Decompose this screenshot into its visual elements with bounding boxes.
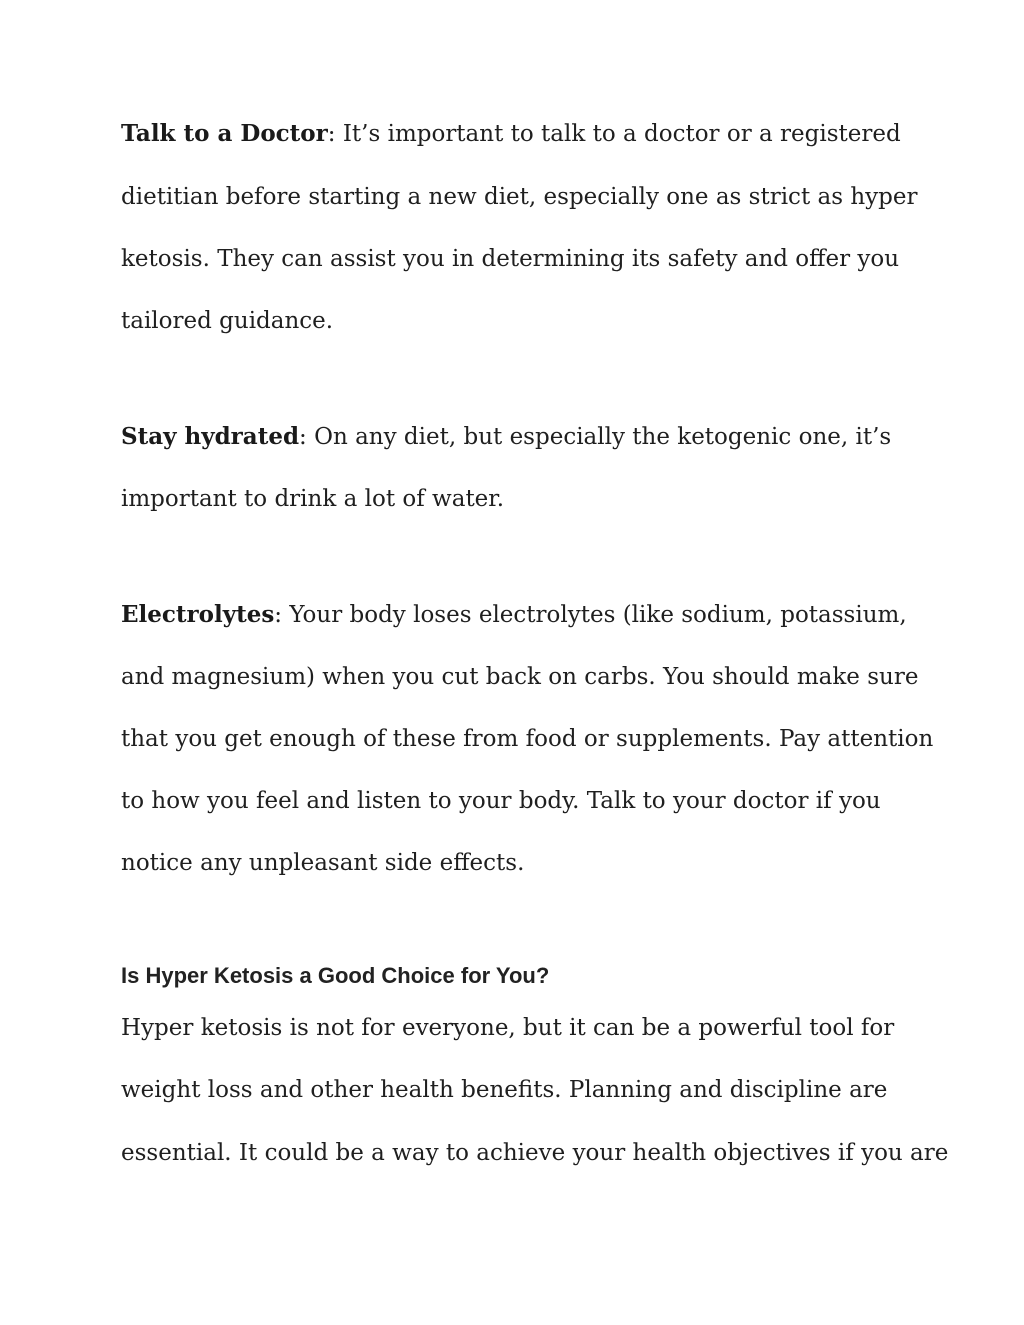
choice-line-1: Hyper ketosis is not for everyone, but it can be a powerful tool for <box>121 1015 895 1041</box>
section-heading: Is Hyper Ketosis a Good Choice for You? <box>121 963 550 988</box>
choice-line-2: weight loss and other health benefits. Planning and discipline are <box>121 1077 888 1103</box>
talk-doctor-line-2: dietitian before starting a new diet, especially one as strict as hyper <box>121 184 918 210</box>
stay-hydrated-term: Stay hydrated <box>121 423 300 450</box>
electrolytes-term: Electrolytes <box>121 601 275 628</box>
electrolytes-line-5: notice any unpleasant side effects. <box>121 850 525 876</box>
stay-hydrated-separator: : <box>299 424 315 450</box>
talk-doctor-text: It’s important to talk to a doctor or a registered <box>342 121 901 147</box>
talk-doctor-line-4: tailored guidance. <box>121 308 334 334</box>
talk-doctor-line-1 <box>121 119 901 149</box>
electrolytes-line-2: and magnesium) when you cut back on carbs. You should make sure <box>121 664 919 690</box>
talk-doctor-term: Talk to a Doctor <box>121 120 328 147</box>
electrolytes-separator: : <box>274 602 290 628</box>
electrolytes-line-4: to how you feel and listen to your body. Talk to your doctor if you <box>121 788 881 814</box>
electrolytes-line-1 <box>121 600 907 630</box>
stay-hydrated-line-1 <box>121 422 891 452</box>
electrolytes-text: Your body loses electrolytes (like sodium, potassium, <box>289 602 907 628</box>
talk-doctor-line-3: ketosis. They can assist you in determining its safety and offer you <box>121 246 900 272</box>
stay-hydrated-line-2: important to drink a lot of water. <box>121 486 505 512</box>
electrolytes-line-3: that you get enough of these from food or supplements. Pay attention <box>121 726 934 752</box>
stay-hydrated-text: On any diet, but especially the ketogenic one, it’s <box>314 424 892 450</box>
talk-doctor-separator: : <box>327 121 343 147</box>
choice-line-3: essential. It could be a way to achieve your health objectives if you are <box>121 1140 949 1166</box>
